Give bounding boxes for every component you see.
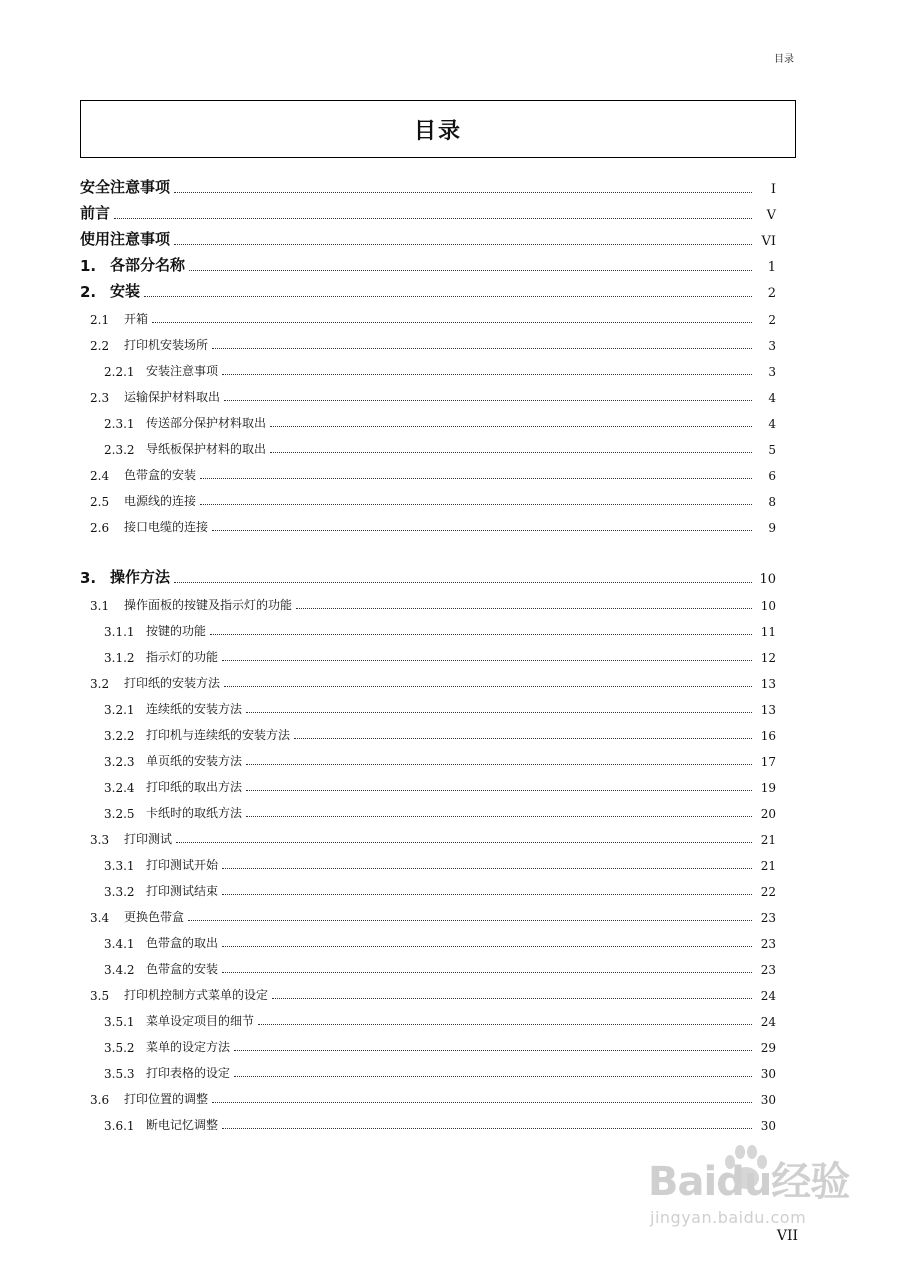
toc-entry-page: 2	[767, 286, 776, 301]
toc-dot-leader	[296, 607, 752, 609]
toc-entry-title: 指示灯的功能	[146, 650, 219, 664]
toc-entry-number: 3.4.2	[104, 963, 135, 977]
toc-dot-leader	[272, 997, 752, 999]
toc-dot-leader	[212, 1101, 752, 1103]
toc-dot-leader	[200, 477, 752, 479]
toc-entry-number: 3.2.2	[104, 729, 135, 743]
toc-entry[interactable]	[80, 383, 776, 405]
toc-dot-leader	[258, 1023, 752, 1025]
toc-entry-page: 24	[760, 989, 776, 1003]
toc-entry-number: 3.2.3	[104, 755, 135, 769]
toc-entry-number: 2.5	[90, 495, 110, 509]
toc-entry-page: 13	[760, 677, 776, 691]
toc-entry-number: 2.3	[90, 391, 110, 405]
toc-entry-title: 前言	[80, 204, 111, 222]
toc-dot-leader	[174, 191, 752, 193]
toc-entry-page: 20	[760, 807, 776, 821]
toc-entry-title: 开箱	[124, 312, 149, 326]
toc-entry-number: 2.1	[90, 313, 110, 327]
baidu-watermark	[640, 1140, 870, 1240]
toc-entry[interactable]	[80, 513, 776, 535]
toc-entry-number: 3.6.1	[104, 1119, 135, 1133]
toc-dot-leader	[246, 789, 752, 791]
toc-dot-leader	[152, 321, 752, 323]
toc-dot-leader	[222, 971, 752, 973]
toc-entry[interactable]	[80, 227, 776, 249]
toc-entry-number: 3.5.1	[104, 1015, 135, 1029]
toc-entry-title: 打印位置的调整	[124, 1092, 209, 1106]
toc-entry[interactable]	[80, 669, 776, 691]
toc-entry[interactable]	[80, 1111, 776, 1133]
toc-entry-title: 更换色带盒	[124, 910, 185, 924]
toc-entry[interactable]	[80, 617, 776, 639]
toc-entry-title: 菜单设定项目的细节	[146, 1014, 255, 1028]
toc-dot-leader	[222, 945, 752, 947]
toc-dot-leader	[246, 763, 752, 765]
toc-entry[interactable]	[80, 201, 776, 223]
toc-entry-page: 30	[760, 1119, 776, 1133]
toc-entry[interactable]	[80, 357, 776, 379]
toc-entry-title: 接口电缆的连接	[124, 520, 209, 534]
toc-dot-leader	[188, 919, 752, 921]
toc-entry-title: 运输保护材料取出	[124, 390, 221, 404]
toc-entry-title: 安装注意事项	[146, 364, 219, 378]
toc-entry-page: 24	[760, 1015, 776, 1029]
toc-entry-page: 29	[760, 1041, 776, 1055]
toc-entry-title: 连续纸的安装方法	[146, 702, 243, 716]
toc-entry-title: 使用注意事项	[80, 230, 171, 248]
toc-entry-title: 导纸板保护材料的取出	[146, 442, 267, 456]
toc-entry[interactable]	[80, 591, 776, 613]
toc-entry-title: 色带盒的安装	[146, 962, 219, 976]
toc-entry-page: 19	[760, 781, 776, 795]
toc-entry-title: 菜单的设定方法	[146, 1040, 231, 1054]
toc-dot-leader	[189, 269, 752, 271]
toc-entry-number: 3.1.1	[104, 625, 135, 639]
toc-entry-number: 3.4	[90, 911, 110, 925]
toc-entry-title: 打印测试开始	[146, 858, 219, 872]
toc-dot-leader	[224, 685, 752, 687]
toc-entry-number: 3.1.2	[104, 651, 135, 665]
toc-entry-title: 电源线的连接	[124, 494, 197, 508]
toc-entry-page: 11	[760, 625, 776, 639]
toc-entry[interactable]	[80, 903, 776, 925]
toc-entry-page: 10	[760, 599, 776, 613]
toc-entry-number: 3.2.1	[104, 703, 135, 717]
toc-entry[interactable]	[80, 799, 776, 821]
toc-entry[interactable]	[80, 435, 776, 457]
toc-entry-page: 23	[760, 963, 776, 977]
toc-dot-leader	[222, 893, 752, 895]
toc-entry[interactable]	[80, 929, 776, 951]
toc-entry-number: 3.3	[90, 833, 110, 847]
toc-entry-number: 3.5	[90, 989, 110, 1003]
toc-entry[interactable]	[80, 643, 776, 665]
toc-entry-title: 打印机安装场所	[124, 338, 209, 352]
toc-entry-number: 3.3.1	[104, 859, 135, 873]
toc-entry[interactable]	[80, 253, 776, 275]
toc-entry[interactable]	[80, 565, 776, 587]
toc-entry-page: 30	[760, 1093, 776, 1107]
toc-entry-title: 打印测试	[124, 832, 173, 846]
toc-entry-page: 21	[760, 833, 776, 847]
toc-entry-page: 6	[768, 469, 776, 483]
toc-entry[interactable]	[80, 461, 776, 483]
toc-entry-number: 2.2.1	[104, 365, 135, 379]
toc-entry[interactable]	[80, 1085, 776, 1107]
toc-entry-page: 10	[759, 572, 776, 587]
toc-entry-page: V	[766, 208, 776, 223]
toc-entry[interactable]	[80, 1033, 776, 1055]
toc-entry-title: 单页纸的安装方法	[146, 754, 243, 768]
toc-entry-number: 3.2.5	[104, 807, 135, 821]
toc-dot-leader	[246, 711, 752, 713]
toc-entry-number: 2.	[80, 283, 97, 301]
toc-entry-page: 22	[760, 885, 776, 899]
toc-entry[interactable]	[80, 747, 776, 769]
toc-entry[interactable]	[80, 175, 776, 197]
toc-entry-title: 色带盒的安装	[124, 468, 197, 482]
title-box	[80, 100, 796, 158]
toc-entry-page: 1	[767, 260, 776, 275]
page-number: VII	[776, 1228, 798, 1244]
toc-dot-leader	[210, 633, 752, 635]
toc-entry-title: 打印机控制方式菜单的设定	[124, 988, 269, 1002]
toc-entry-number: 2.6	[90, 521, 110, 535]
toc-entry-page: 23	[760, 911, 776, 925]
toc-entry-title: 安全注意事项	[80, 178, 171, 196]
toc-entry[interactable]	[80, 773, 776, 795]
toc-entry-page: 8	[768, 495, 776, 509]
toc-entry-page: 13	[760, 703, 776, 717]
toc-entry-page: 23	[760, 937, 776, 951]
toc-dot-leader	[270, 425, 752, 427]
page-title: 目录	[413, 118, 462, 144]
toc-entry[interactable]	[80, 721, 776, 743]
toc-entry-number: 3.	[80, 569, 97, 587]
toc-entry-number: 3.6	[90, 1093, 110, 1107]
toc-entry-number: 3.5.3	[104, 1067, 135, 1081]
toc-entry-number: 3.2	[90, 677, 110, 691]
toc-entry[interactable]	[80, 955, 776, 977]
toc-entry-number: 3.5.2	[104, 1041, 135, 1055]
toc-entry-title: 操作面板的按键及指示灯的功能	[124, 598, 293, 612]
toc-entry-title: 打印测试结束	[146, 884, 219, 898]
toc-entry[interactable]	[80, 695, 776, 717]
toc-entry-page: 9	[768, 521, 776, 535]
toc-entry-number: 3.4.1	[104, 937, 135, 951]
toc-entry-page: I	[770, 182, 776, 197]
toc-entry-number: 1.	[80, 257, 97, 275]
toc-dot-leader	[234, 1049, 752, 1051]
toc-entry-page: 3	[768, 365, 776, 379]
toc-entry-title: 断电记忆调整	[146, 1118, 219, 1132]
toc-entry[interactable]	[80, 981, 776, 1003]
toc-entry-page: 2	[768, 313, 776, 327]
toc-dot-leader	[212, 529, 752, 531]
toc-entry-number: 2.3.2	[104, 443, 135, 457]
toc-entry-title: 传送部分保护材料取出	[146, 416, 267, 430]
toc-entry-title: 打印表格的设定	[146, 1066, 231, 1080]
toc-dot-leader	[174, 581, 752, 583]
toc-entry-number: 2.3.1	[104, 417, 135, 431]
toc-entry[interactable]	[80, 825, 776, 847]
toc-dot-leader	[222, 373, 752, 375]
toc-dot-leader	[114, 217, 752, 219]
toc-entry-title: 色带盒的取出	[146, 936, 219, 950]
toc-entry[interactable]	[80, 877, 776, 899]
toc-dot-leader	[270, 451, 752, 453]
toc-entry-page: 30	[760, 1067, 776, 1081]
toc-entry-page: 4	[768, 391, 776, 405]
toc-entry-page: 5	[768, 443, 776, 457]
toc-dot-leader	[222, 659, 752, 661]
toc-entry-title: 安装	[110, 282, 141, 300]
toc-entry-page: 21	[760, 859, 776, 873]
toc-dot-leader	[212, 347, 752, 349]
toc-entry-page: 17	[760, 755, 776, 769]
toc-entry-title: 卡纸时的取纸方法	[146, 806, 243, 820]
toc-entry-page: VI	[761, 234, 776, 249]
toc-entry-title: 打印机与连续纸的安装方法	[146, 728, 291, 742]
toc-entry-number: 3.3.2	[104, 885, 135, 899]
watermark-url: jingyan.baidu.com	[650, 1208, 807, 1227]
toc-dot-leader	[174, 243, 752, 245]
toc-entry-number: 2.4	[90, 469, 110, 483]
toc-entry[interactable]	[80, 305, 776, 327]
toc-entry[interactable]	[80, 279, 776, 301]
toc-dot-leader	[200, 503, 752, 505]
toc-entry[interactable]	[80, 331, 776, 353]
toc-entry-title: 各部分名称	[110, 256, 186, 274]
toc-entry-title: 打印纸的取出方法	[146, 780, 243, 794]
toc-entry-title: 打印纸的安装方法	[124, 676, 221, 690]
toc-entry-page: 4	[768, 417, 776, 431]
toc-entry[interactable]	[80, 487, 776, 509]
toc-dot-leader	[224, 399, 752, 401]
toc-entry[interactable]	[80, 1059, 776, 1081]
toc-dot-leader	[222, 1127, 752, 1129]
toc-entry-page: 16	[760, 729, 776, 743]
toc-dot-leader	[234, 1075, 752, 1077]
toc-dot-leader	[222, 867, 752, 869]
toc-entry-number: 2.2	[90, 339, 110, 353]
toc-entry[interactable]	[80, 851, 776, 873]
toc-entry-number: 3.1	[90, 599, 110, 613]
running-header: 目录	[774, 54, 794, 65]
watermark-logo: Baidu经验	[648, 1159, 850, 1205]
toc-dot-leader	[246, 815, 752, 817]
toc-dot-leader	[144, 295, 752, 297]
toc-entry[interactable]	[80, 409, 776, 431]
toc-entry-page: 3	[768, 339, 776, 353]
toc-entry-page: 12	[760, 651, 776, 665]
toc-dot-leader	[294, 737, 752, 739]
toc-entry-title: 操作方法	[110, 568, 171, 586]
toc-entry-number: 3.2.4	[104, 781, 135, 795]
toc-entry[interactable]	[80, 1007, 776, 1029]
toc-entry-title: 按键的功能	[146, 624, 207, 638]
toc-dot-leader	[176, 841, 752, 843]
